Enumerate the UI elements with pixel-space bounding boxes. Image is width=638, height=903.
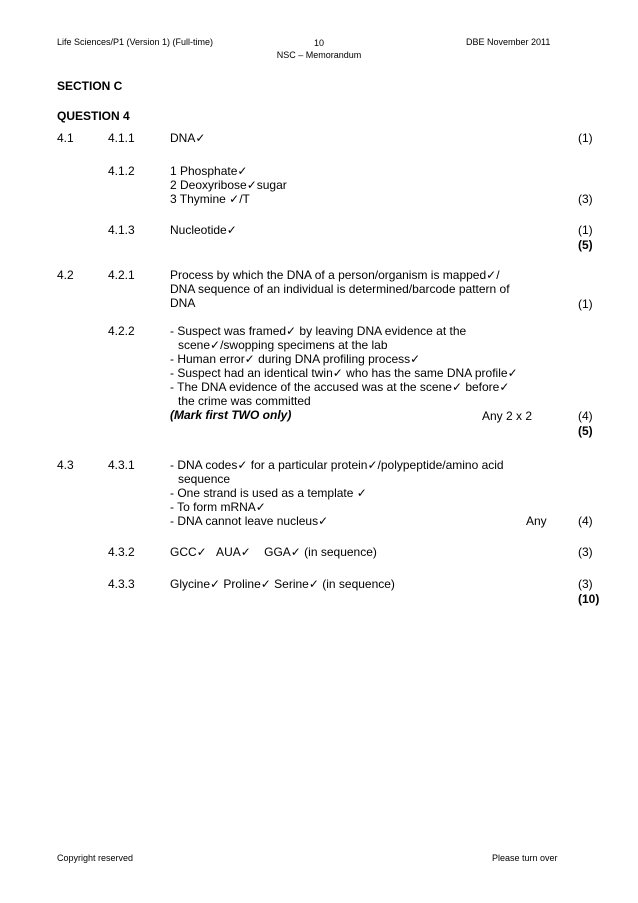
footer-turn-over: Please turn over: [492, 853, 558, 863]
q432-answer: GCC✓ AUA✓ GGA✓ (in sequence): [170, 545, 377, 559]
q42-total: (5): [578, 424, 593, 438]
answer-line: sequence: [178, 472, 231, 486]
answer-line: the crime was committed: [178, 394, 311, 408]
answer-line: scene✓/swopping specimens at the lab: [178, 338, 388, 352]
q43-number: 4.3: [57, 458, 74, 472]
answer-line: DNA sequence of an individual is determined/barcode pattern of: [170, 282, 510, 296]
q412-number: 4.1.2: [108, 164, 135, 178]
section-title: SECTION C: [57, 79, 123, 93]
footer-copyright: Copyright reserved: [57, 853, 134, 863]
q431-number: 4.3.1: [108, 458, 135, 472]
q412-marks: (3): [578, 192, 593, 206]
q432-number: 4.3.2: [108, 545, 135, 559]
q432-marks: (3): [578, 545, 593, 559]
q41-number: 4.1: [57, 131, 74, 145]
q43-total: (10): [578, 592, 600, 606]
q431-answer: [170, 458, 504, 528]
answer-line: DNA: [170, 296, 196, 310]
marking-note: (Mark first TWO only): [170, 408, 292, 422]
q421-marks: (1): [578, 297, 593, 311]
header-subject: Life Sciences/P1 (Version 1) (Full-time): [57, 37, 214, 47]
q433-number: 4.3.3: [108, 577, 135, 591]
q422-number: 4.2.2: [108, 324, 135, 338]
q431-marks: (4): [578, 514, 593, 528]
q411-marks: (1): [578, 131, 593, 145]
q433-answer: Glycine✓ Proline✓ Serine✓ (in sequence): [170, 577, 395, 591]
header-subtitle: NSC – Memorandum: [276, 50, 362, 60]
q421-number: 4.2.1: [108, 268, 135, 282]
answer-line: 2 Deoxyribose✓sugar: [170, 178, 287, 192]
q413-marks: (1): [578, 223, 593, 237]
q431-any: Any: [526, 514, 547, 528]
answer-line: - One strand is used as a template ✓: [170, 486, 367, 500]
answer-line: - Human error✓ during DNA profiling process✓: [170, 352, 421, 366]
answer-line: - DNA codes✓ for a particular protein✓/polypeptide/amino acid: [170, 458, 504, 472]
answer-line: - The DNA evidence of the accused was at the scene✓ before✓: [170, 380, 510, 394]
answer-line: - DNA cannot leave nucleus✓: [170, 514, 329, 528]
q42-number: 4.2: [57, 268, 74, 282]
header-date: DBE November 2011: [466, 37, 551, 47]
q413-answer: Nucleotide✓: [170, 223, 237, 237]
answer-line: - Suspect was framed✓ by leaving DNA evidence at the: [170, 324, 467, 338]
q422-answer: [170, 324, 518, 422]
q433-marks: (3): [578, 577, 593, 591]
question-title: QUESTION 4: [57, 109, 130, 123]
q412-answer: [170, 164, 287, 206]
q411-number: 4.1.1: [108, 131, 135, 145]
q41-total: (5): [578, 238, 593, 252]
q411-answer: DNA✓: [170, 131, 206, 145]
answer-line: - To form mRNA✓: [170, 500, 266, 514]
q421-answer: [170, 268, 510, 310]
q422-any: Any 2 x 2: [482, 409, 533, 423]
answer-line: 1 Phosphate✓: [170, 164, 248, 178]
q422-marks: (4): [578, 409, 593, 423]
header-page-number: 10: [313, 38, 324, 48]
answer-line: 3 Thymine ✓/T: [170, 192, 250, 206]
answer-line: - Suspect had an identical twin✓ who has the same DNA profile✓: [170, 366, 518, 380]
q413-number: 4.1.3: [108, 223, 135, 237]
answer-line: Process by which the DNA of a person/organism is mapped✓/: [170, 268, 500, 282]
